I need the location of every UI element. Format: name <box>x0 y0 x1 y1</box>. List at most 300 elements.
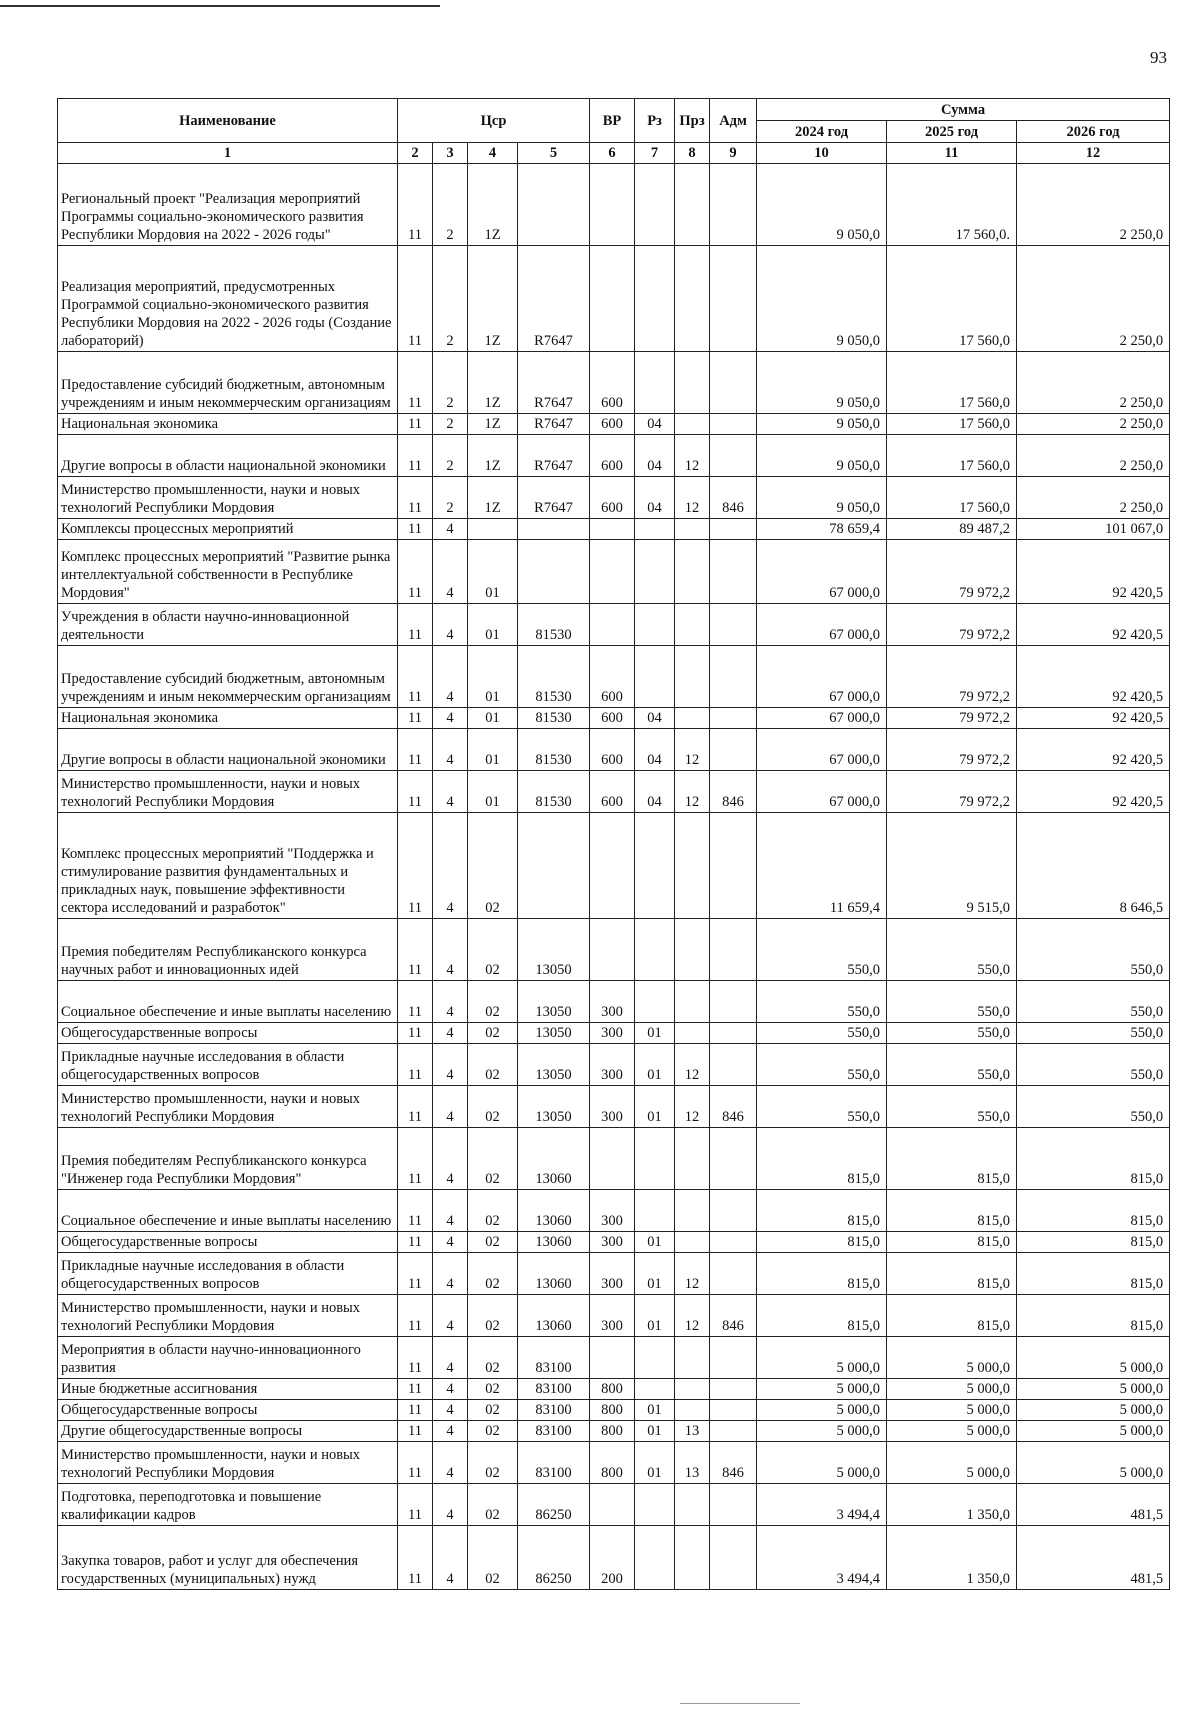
table-cell-adm <box>710 708 757 729</box>
table-cell-amount-2024: 815,0 <box>757 1128 887 1190</box>
table-cell-code: 02 <box>468 1526 518 1590</box>
table-cell-amount-2025: 550,0 <box>887 1023 1017 1044</box>
table-cell-name: Мероприятия в области научно-инновационного развития <box>58 1337 398 1379</box>
col-num: 9 <box>710 143 757 164</box>
table-cell-name: Социальное обеспечение и иные выплаты населению <box>58 981 398 1023</box>
table-cell-adm: 846 <box>710 1442 757 1484</box>
table-cell-code: 4 <box>433 729 468 771</box>
table-cell-amount-2026: 2 250,0 <box>1017 352 1170 414</box>
table-cell-amount-2024: 815,0 <box>757 1295 887 1337</box>
table-cell-amount-2026: 481,5 <box>1017 1484 1170 1526</box>
table-cell-code: R7647 <box>518 352 590 414</box>
table-cell-amount-2026: 92 420,5 <box>1017 604 1170 646</box>
table-cell-code: 02 <box>468 1044 518 1086</box>
table-cell-vr <box>590 164 635 246</box>
table-cell-rz: 04 <box>635 435 675 477</box>
table-cell-prz <box>675 1484 710 1526</box>
table-cell-code: 11 <box>398 771 433 813</box>
col-num: 6 <box>590 143 635 164</box>
table-cell-code: 2 <box>433 477 468 519</box>
table-row <box>58 771 1170 813</box>
table-cell-rz: 04 <box>635 414 675 435</box>
table-cell-amount-2025: 550,0 <box>887 1086 1017 1128</box>
table-cell-rz <box>635 540 675 604</box>
table-cell-amount-2024: 550,0 <box>757 981 887 1023</box>
table-cell-code: 13060 <box>518 1190 590 1232</box>
table-cell-prz <box>675 1023 710 1044</box>
table-cell-code: 4 <box>433 981 468 1023</box>
table-cell-amount-2025: 5 000,0 <box>887 1442 1017 1484</box>
table-cell-code: R7647 <box>518 477 590 519</box>
table-cell-rz: 01 <box>635 1023 675 1044</box>
table-cell-amount-2025: 79 972,2 <box>887 646 1017 708</box>
table-cell-amount-2025: 17 560,0 <box>887 246 1017 352</box>
table-cell-amount-2026: 92 420,5 <box>1017 729 1170 771</box>
table-cell-code: 4 <box>433 646 468 708</box>
table-cell-name: Комплекс процессных мероприятий "Развитие рынка интеллектуальной собственности в Республике Мордовия" <box>58 540 398 604</box>
table-cell-rz <box>635 1379 675 1400</box>
table-cell-prz <box>675 646 710 708</box>
table-cell-code: 11 <box>398 1526 433 1590</box>
table-row <box>58 246 1170 352</box>
table-cell-rz <box>635 1190 675 1232</box>
table-cell-code: 11 <box>398 1379 433 1400</box>
table-cell-amount-2024: 9 050,0 <box>757 477 887 519</box>
table-cell-code: 4 <box>433 1400 468 1421</box>
table-row <box>58 981 1170 1023</box>
table-cell-vr <box>590 1128 635 1190</box>
table-cell-amount-2025: 815,0 <box>887 1128 1017 1190</box>
table-cell-vr <box>590 1484 635 1526</box>
table-cell-name: Социальное обеспечение и иные выплаты населению <box>58 1190 398 1232</box>
table-cell-vr: 300 <box>590 981 635 1023</box>
table-cell-code: R7647 <box>518 435 590 477</box>
table-cell-amount-2025: 815,0 <box>887 1295 1017 1337</box>
table-cell-code: 02 <box>468 1442 518 1484</box>
header-name: Наименование <box>58 99 398 143</box>
table-cell-vr <box>590 519 635 540</box>
table-cell-code: 13050 <box>518 1044 590 1086</box>
table-cell-amount-2024: 5 000,0 <box>757 1379 887 1400</box>
table-row <box>58 1253 1170 1295</box>
table-cell-prz: 12 <box>675 1086 710 1128</box>
table-cell-code: 13060 <box>518 1128 590 1190</box>
table-cell-amount-2025: 5 000,0 <box>887 1400 1017 1421</box>
table-cell-code: 11 <box>398 1190 433 1232</box>
table-cell-amount-2024: 9 050,0 <box>757 246 887 352</box>
table-cell-code: 4 <box>433 919 468 981</box>
table-cell-vr: 300 <box>590 1295 635 1337</box>
table-cell-code: 11 <box>398 519 433 540</box>
table-cell-amount-2025: 815,0 <box>887 1190 1017 1232</box>
table-cell-amount-2024: 11 659,4 <box>757 813 887 919</box>
table-cell-name: Предоставление субсидий бюджетным, автономным учреждениям и иным некоммерческим организациям <box>58 352 398 414</box>
table-cell-rz: 01 <box>635 1421 675 1442</box>
table-cell-adm <box>710 164 757 246</box>
table-cell-code: 11 <box>398 1442 433 1484</box>
table-cell-prz <box>675 604 710 646</box>
table-cell-adm <box>710 1421 757 1442</box>
table-cell-rz <box>635 164 675 246</box>
table-cell-vr: 600 <box>590 729 635 771</box>
table-cell-code: 4 <box>433 1295 468 1337</box>
table-cell-vr <box>590 813 635 919</box>
table-cell-name: Другие вопросы в области национальной экономики <box>58 729 398 771</box>
table-cell-rz <box>635 1484 675 1526</box>
table-cell-vr: 200 <box>590 1526 635 1590</box>
table-cell-code: 4 <box>433 1442 468 1484</box>
table-cell-code: 02 <box>468 981 518 1023</box>
table-cell-code: 83100 <box>518 1400 590 1421</box>
table-cell-name: Министерство промышленности, науки и новых технологий Республики Мордовия <box>58 771 398 813</box>
table-cell-code <box>518 813 590 919</box>
table-cell-prz: 12 <box>675 477 710 519</box>
table-cell-amount-2025: 5 000,0 <box>887 1421 1017 1442</box>
table-cell-code: 83100 <box>518 1442 590 1484</box>
col-num: 1 <box>58 143 398 164</box>
table-cell-code: 01 <box>468 540 518 604</box>
table-cell-code: 13050 <box>518 1023 590 1044</box>
table-cell-prz: 12 <box>675 435 710 477</box>
header-vr: ВР <box>590 99 635 143</box>
table-cell-name: Общегосударственные вопросы <box>58 1232 398 1253</box>
table-cell-vr: 600 <box>590 646 635 708</box>
table-cell-code <box>518 164 590 246</box>
table-cell-amount-2024: 67 000,0 <box>757 604 887 646</box>
table-cell-code: 83100 <box>518 1379 590 1400</box>
table-cell-amount-2024: 67 000,0 <box>757 708 887 729</box>
table-row <box>58 540 1170 604</box>
table-cell-amount-2026: 2 250,0 <box>1017 477 1170 519</box>
table-cell-code: 11 <box>398 1337 433 1379</box>
table-cell-prz: 12 <box>675 1044 710 1086</box>
col-num: 10 <box>757 143 887 164</box>
table-cell-code: 02 <box>468 1400 518 1421</box>
table-cell-amount-2024: 5 000,0 <box>757 1400 887 1421</box>
table-cell-name: Предоставление субсидий бюджетным, автономным учреждениям и иным некоммерческим организациям <box>58 646 398 708</box>
table-cell-code: 02 <box>468 919 518 981</box>
table-cell-code: 11 <box>398 352 433 414</box>
col-num: 12 <box>1017 143 1170 164</box>
table-cell-code: 11 <box>398 1232 433 1253</box>
table-cell-prz <box>675 352 710 414</box>
table-cell-code: 81530 <box>518 729 590 771</box>
table-cell-code: 02 <box>468 813 518 919</box>
table-cell-code: 4 <box>433 1421 468 1442</box>
table-row <box>58 1400 1170 1421</box>
table-cell-code: 81530 <box>518 604 590 646</box>
table-cell-prz <box>675 813 710 919</box>
table-cell-code: 4 <box>433 540 468 604</box>
page-number: 93 <box>1150 48 1167 67</box>
table-cell-prz <box>675 1337 710 1379</box>
table-cell-amount-2025: 815,0 <box>887 1253 1017 1295</box>
table-cell-code: 81530 <box>518 771 590 813</box>
table-cell-amount-2024: 3 494,4 <box>757 1526 887 1590</box>
table-cell-code: 11 <box>398 246 433 352</box>
table-cell-vr: 800 <box>590 1400 635 1421</box>
table-cell-adm: 846 <box>710 1295 757 1337</box>
table-cell-amount-2024: 550,0 <box>757 1023 887 1044</box>
table-cell-amount-2026: 550,0 <box>1017 981 1170 1023</box>
table-cell-amount-2025: 79 972,2 <box>887 604 1017 646</box>
table-cell-amount-2026: 92 420,5 <box>1017 708 1170 729</box>
table-cell-amount-2024: 550,0 <box>757 919 887 981</box>
table-row <box>58 729 1170 771</box>
table-row <box>58 708 1170 729</box>
table-cell-amount-2025: 9 515,0 <box>887 813 1017 919</box>
table-row <box>58 646 1170 708</box>
table-cell-name: Министерство промышленности, науки и новых технологий Республики Мордовия <box>58 1442 398 1484</box>
table-row <box>58 919 1170 981</box>
table-cell-code: 11 <box>398 1023 433 1044</box>
table-cell-rz: 01 <box>635 1442 675 1484</box>
table-cell-vr: 600 <box>590 414 635 435</box>
table-cell-amount-2026: 550,0 <box>1017 919 1170 981</box>
col-num: 5 <box>518 143 590 164</box>
table-cell-rz <box>635 1337 675 1379</box>
col-num: 7 <box>635 143 675 164</box>
table-cell-rz <box>635 813 675 919</box>
table-cell-code: 4 <box>433 708 468 729</box>
table-cell-amount-2026: 550,0 <box>1017 1044 1170 1086</box>
col-num: 3 <box>433 143 468 164</box>
table-cell-prz <box>675 1379 710 1400</box>
table-cell-rz <box>635 919 675 981</box>
table-cell-code: 01 <box>468 646 518 708</box>
table-cell-rz: 01 <box>635 1232 675 1253</box>
table-cell-amount-2024: 67 000,0 <box>757 729 887 771</box>
header-rz: Рз <box>635 99 675 143</box>
table-cell-code: 1Z <box>468 477 518 519</box>
table-cell-code: 01 <box>468 771 518 813</box>
table-cell-code: 4 <box>433 1128 468 1190</box>
table-cell-vr: 800 <box>590 1379 635 1400</box>
table-cell-code: 86250 <box>518 1484 590 1526</box>
table-row <box>58 1337 1170 1379</box>
table-cell-code: 02 <box>468 1253 518 1295</box>
table-cell-adm <box>710 919 757 981</box>
table-cell-code: 11 <box>398 604 433 646</box>
table-cell-code: 11 <box>398 813 433 919</box>
table-cell-amount-2026: 92 420,5 <box>1017 540 1170 604</box>
table-cell-code: 2 <box>433 246 468 352</box>
table-cell-amount-2026: 5 000,0 <box>1017 1421 1170 1442</box>
table-row <box>58 1379 1170 1400</box>
table-row <box>58 477 1170 519</box>
table-row <box>58 604 1170 646</box>
table-cell-code: 2 <box>433 164 468 246</box>
table-cell-adm <box>710 1400 757 1421</box>
table-cell-vr: 300 <box>590 1023 635 1044</box>
table-cell-rz <box>635 246 675 352</box>
table-cell-adm <box>710 1253 757 1295</box>
table-cell-code: 83100 <box>518 1421 590 1442</box>
table-cell-name: Другие вопросы в области национальной экономики <box>58 435 398 477</box>
table-cell-vr: 600 <box>590 477 635 519</box>
table-cell-vr: 600 <box>590 435 635 477</box>
table-cell-code: 2 <box>433 414 468 435</box>
table-cell-amount-2025: 5 000,0 <box>887 1337 1017 1379</box>
table-cell-adm <box>710 540 757 604</box>
table-cell-code: 4 <box>433 519 468 540</box>
table-cell-vr <box>590 604 635 646</box>
table-cell-adm <box>710 1023 757 1044</box>
table-cell-prz <box>675 981 710 1023</box>
table-cell-adm <box>710 519 757 540</box>
table-row <box>58 1421 1170 1442</box>
table-cell-rz: 01 <box>635 1295 675 1337</box>
table-cell-code: 11 <box>398 981 433 1023</box>
table-cell-code: 11 <box>398 1421 433 1442</box>
table-cell-amount-2024: 67 000,0 <box>757 540 887 604</box>
table-cell-rz: 01 <box>635 1400 675 1421</box>
table-cell-amount-2026: 815,0 <box>1017 1128 1170 1190</box>
table-cell-amount-2026: 2 250,0 <box>1017 164 1170 246</box>
table-cell-code: 11 <box>398 919 433 981</box>
table-cell-vr <box>590 540 635 604</box>
table-cell-code: 11 <box>398 414 433 435</box>
table-cell-adm <box>710 246 757 352</box>
table-cell-adm <box>710 729 757 771</box>
table-cell-code: 4 <box>433 1253 468 1295</box>
table-cell-vr <box>590 919 635 981</box>
table-cell-amount-2026: 5 000,0 <box>1017 1379 1170 1400</box>
table-cell-amount-2026: 550,0 <box>1017 1023 1170 1044</box>
table-row <box>58 435 1170 477</box>
table-cell-name: Подготовка, переподготовка и повышение квалификации кадров <box>58 1484 398 1526</box>
table-cell-name: Министерство промышленности, науки и новых технологий Республики Мордовия <box>58 1086 398 1128</box>
table-row <box>58 1484 1170 1526</box>
table-row <box>58 519 1170 540</box>
table-cell-adm <box>710 646 757 708</box>
table-cell-vr: 800 <box>590 1442 635 1484</box>
table-cell-code: 01 <box>468 604 518 646</box>
top-border-line <box>0 5 440 7</box>
header-year-2024: 2024 год <box>757 121 887 143</box>
table-cell-code: 81530 <box>518 646 590 708</box>
table-cell-vr: 300 <box>590 1253 635 1295</box>
table-cell-code: 11 <box>398 646 433 708</box>
table-cell-code: 13050 <box>518 919 590 981</box>
table-cell-code: 13060 <box>518 1295 590 1337</box>
table-cell-amount-2026: 8 646,5 <box>1017 813 1170 919</box>
table-cell-code: 02 <box>468 1128 518 1190</box>
table-cell-code: 4 <box>433 1484 468 1526</box>
table-cell-code: 4 <box>433 1337 468 1379</box>
table-cell-name: Национальная экономика <box>58 414 398 435</box>
table-cell-rz: 04 <box>635 477 675 519</box>
table-cell-adm <box>710 414 757 435</box>
table-cell-code: 4 <box>433 1086 468 1128</box>
table-cell-amount-2025: 17 560,0 <box>887 435 1017 477</box>
table-cell-code: 13050 <box>518 1086 590 1128</box>
table-cell-adm <box>710 435 757 477</box>
table-cell-amount-2026: 481,5 <box>1017 1526 1170 1590</box>
table-cell-amount-2025: 815,0 <box>887 1232 1017 1253</box>
table-cell-rz: 01 <box>635 1086 675 1128</box>
table-cell-code: 02 <box>468 1023 518 1044</box>
table-cell-adm: 846 <box>710 771 757 813</box>
table-cell-amount-2026: 5 000,0 <box>1017 1337 1170 1379</box>
table-cell-prz <box>675 1190 710 1232</box>
table-cell-rz: 04 <box>635 729 675 771</box>
table-cell-amount-2024: 78 659,4 <box>757 519 887 540</box>
table-cell-name: Реализация мероприятий, предусмотренных Программой социально-экономического развития Республики Мордовия на 2022 - 2026 годы (Создание лабораторий) <box>58 246 398 352</box>
table-cell-vr <box>590 1337 635 1379</box>
table-row <box>58 1044 1170 1086</box>
table-cell-code: 13060 <box>518 1232 590 1253</box>
table-cell-amount-2025: 79 972,2 <box>887 729 1017 771</box>
table-cell-code: 11 <box>398 1400 433 1421</box>
table-cell-code <box>518 519 590 540</box>
table-cell-amount-2024: 550,0 <box>757 1086 887 1128</box>
table-cell-name: Комплексы процессных мероприятий <box>58 519 398 540</box>
table-cell-amount-2024: 550,0 <box>757 1044 887 1086</box>
table-cell-rz <box>635 1128 675 1190</box>
table-cell-amount-2026: 550,0 <box>1017 1086 1170 1128</box>
table-cell-amount-2025: 1 350,0 <box>887 1526 1017 1590</box>
table-cell-name: Министерство промышленности, науки и новых технологий Республики Мордовия <box>58 477 398 519</box>
table-cell-code: 11 <box>398 1128 433 1190</box>
table-cell-code: R7647 <box>518 246 590 352</box>
table-cell-code: 11 <box>398 1484 433 1526</box>
table-cell-code: 11 <box>398 164 433 246</box>
table-cell-code: 11 <box>398 1086 433 1128</box>
table-cell-code: 02 <box>468 1086 518 1128</box>
table-row <box>58 1295 1170 1337</box>
table-row <box>58 1190 1170 1232</box>
table-cell-prz <box>675 708 710 729</box>
table-cell-name: Премия победителям Республиканского конкурса научных работ и инновационных идей <box>58 919 398 981</box>
table-cell-amount-2024: 9 050,0 <box>757 414 887 435</box>
table-cell-rz <box>635 519 675 540</box>
table-cell-rz <box>635 604 675 646</box>
table-cell-code: 2 <box>433 435 468 477</box>
table-cell-vr: 300 <box>590 1190 635 1232</box>
table-cell-adm <box>710 352 757 414</box>
table-cell-prz <box>675 164 710 246</box>
table-cell-amount-2026: 815,0 <box>1017 1232 1170 1253</box>
table-cell-amount-2026: 2 250,0 <box>1017 246 1170 352</box>
table-cell-prz <box>675 1128 710 1190</box>
table-cell-amount-2025: 17 560,0 <box>887 477 1017 519</box>
table-cell-amount-2024: 815,0 <box>757 1253 887 1295</box>
table-cell-code: 02 <box>468 1421 518 1442</box>
table-cell-code: 01 <box>468 708 518 729</box>
table-cell-name: Прикладные научные исследования в области общегосударственных вопросов <box>58 1253 398 1295</box>
table-cell-prz <box>675 919 710 981</box>
table-cell-code: R7647 <box>518 414 590 435</box>
table-cell-amount-2025: 550,0 <box>887 919 1017 981</box>
table-cell-code: 4 <box>433 1232 468 1253</box>
table-cell-code: 1Z <box>468 352 518 414</box>
table-cell-code: 4 <box>433 813 468 919</box>
table-cell-prz <box>675 519 710 540</box>
table-cell-name: Национальная экономика <box>58 708 398 729</box>
table-cell-name: Министерство промышленности, науки и новых технологий Республики Мордовия <box>58 1295 398 1337</box>
table-cell-amount-2026: 2 250,0 <box>1017 435 1170 477</box>
table-cell-amount-2024: 9 050,0 <box>757 164 887 246</box>
table-cell-code: 86250 <box>518 1526 590 1590</box>
table-cell-adm <box>710 1232 757 1253</box>
table-cell-vr: 600 <box>590 352 635 414</box>
table-cell-name: Другие общегосударственные вопросы <box>58 1421 398 1442</box>
table-cell-adm <box>710 1484 757 1526</box>
header-row-1 <box>58 99 1170 121</box>
table-cell-code: 01 <box>468 729 518 771</box>
table-cell-name: Премия победителям Республиканского конкурса "Инженер года Республики Мордовия" <box>58 1128 398 1190</box>
